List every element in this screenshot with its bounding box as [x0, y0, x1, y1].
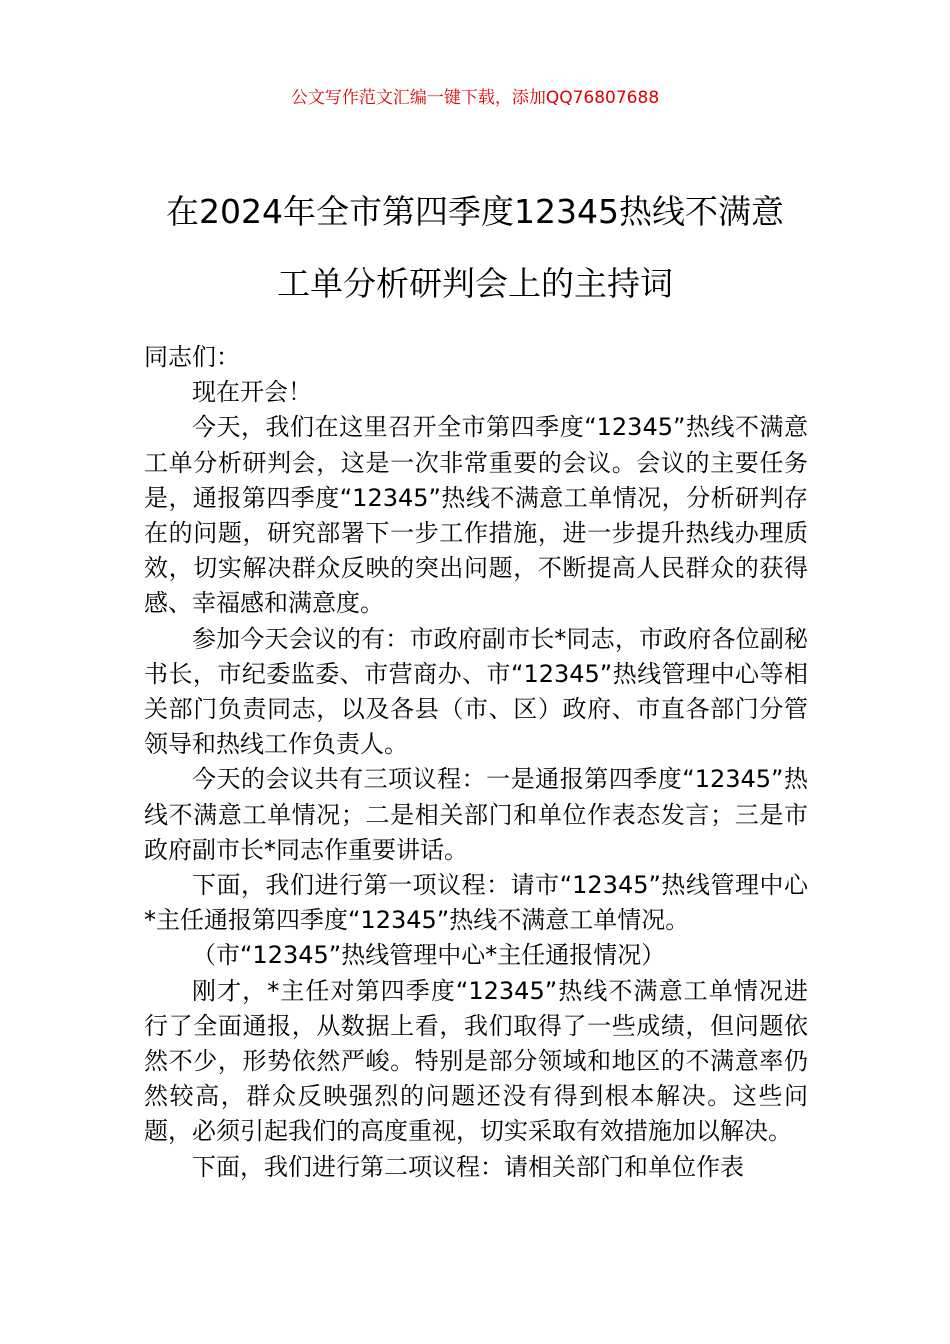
- paragraph: 下面，我们进行第一项议程：请市“12345”热线管理中心*主任通报第四季度“12345”热线不满意工单情况。: [144, 871, 808, 935]
- title-line-2: 工单分析研判会上的主持词: [277, 264, 673, 303]
- document-body: [144, 340, 808, 1185]
- document-title: [120, 176, 830, 320]
- paragraph: 下面，我们进行第二项议程：请相关部门和单位作表: [192, 1152, 744, 1181]
- title-line-1: 在2024年全市第四季度12345热线不满意: [166, 192, 784, 231]
- paragraph: 今天，我们在这里召开全市第四季度“12345”热线不满意工单分析研判会，这是一次非常重要的会议。会议的主要任务是，通报第四季度“12345”热线不满意工单情况，分析研判存在的问题，研究部署下一步工作措施，进一步提升热线办理质效，切实解决群众反映的突出问题，不断提高人民群众的获得感、幸福感和满意度。: [144, 413, 808, 618]
- promo-banner: 公文写作范文汇编一键下载，添加QQ76807688: [290, 88, 660, 108]
- salutation: 同志们：: [144, 343, 240, 371]
- paragraph: 刚才，*主任对第四季度“12345”热线不满意工单情况进行了全面通报，从数据上看，我们取得了一些成绩，但问题依然不少，形势依然严峻。特别是部分领域和地区的不满意率仍然较高，群众反映强烈的问题还没有得到根本解决。这些问题，必须引起我们的高度重视，切实采取有效措施加以解决。: [144, 976, 808, 1146]
- paragraph: 参加今天会议的有：市政府副市长*同志，市政府各位副秘书长，市纪委监委、市营商办、市“12345”热线管理中心等相关部门负责同志，以及各县（市、区）政府、市直各部门分管领导和热线工作负责人。: [144, 624, 808, 759]
- paragraph: 今天的会议共有三项议程：一是通报第四季度“12345”热线不满意工单情况；二是相关部门和单位作表态发言；三是市政府副市长*同志作重要讲话。: [144, 765, 808, 864]
- paragraph: （市“12345”热线管理中心*主任通报情况）: [192, 941, 666, 970]
- paragraph: 现在开会！: [192, 378, 312, 407]
